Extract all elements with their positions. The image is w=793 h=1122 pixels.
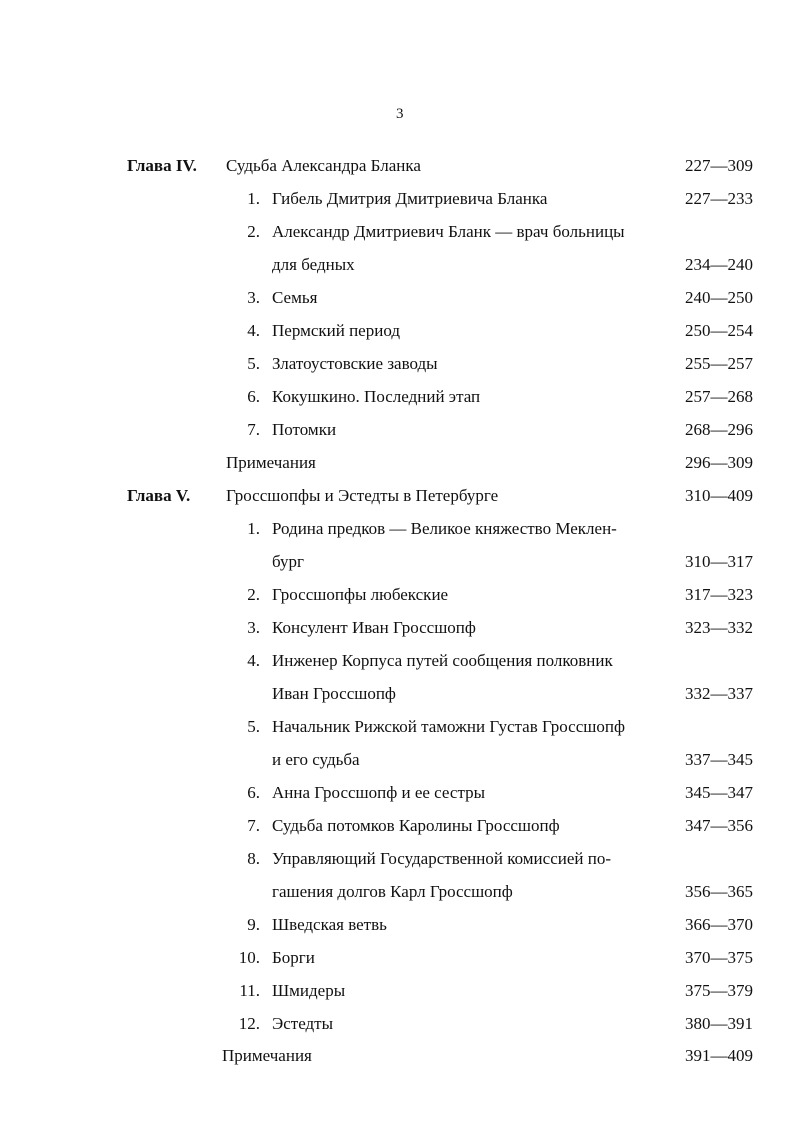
item-number: 12.: [238, 1014, 260, 1033]
toc-item: [0, 417, 793, 443]
page-number: 3: [396, 106, 404, 122]
page-range: 380—391: [685, 1014, 753, 1033]
item-title: Родина предков — Великое княжество Меклен-: [272, 519, 617, 538]
page-range: 337—345: [685, 750, 753, 769]
item-number: 7.: [247, 420, 260, 439]
page-range: 310—317: [685, 552, 753, 571]
notes-title: Примечания: [222, 1046, 312, 1065]
toc-chapter-row: [0, 483, 793, 509]
item-number: 1.: [247, 519, 260, 538]
toc-item: [0, 384, 793, 410]
page-range: 366—370: [685, 915, 753, 934]
item-title-cont: для бедных: [272, 255, 355, 274]
toc-item: [0, 780, 793, 806]
toc-item-continuation: [0, 747, 793, 773]
item-number: 5.: [247, 354, 260, 373]
item-title-cont: гашения долгов Карл Гроссшопф: [272, 882, 513, 901]
toc-item-continuation: [0, 681, 793, 707]
page-range: 250—254: [685, 321, 753, 340]
item-number: 4.: [247, 651, 260, 670]
toc-notes: [0, 1043, 793, 1069]
page-range: 227—233: [685, 189, 753, 208]
toc-item-continuation: [0, 252, 793, 278]
toc-item: [0, 318, 793, 344]
toc-item: [0, 648, 793, 674]
item-title: Шмидеры: [272, 981, 346, 1000]
item-number: 11.: [239, 981, 260, 1000]
item-number: 2.: [247, 222, 260, 241]
chapter-title: Гроссшопфы и Эстедты в Петербурге: [226, 486, 499, 505]
item-title: Эстедты: [272, 1014, 334, 1033]
item-title: Шведская ветвь: [272, 915, 387, 934]
item-number: 3.: [247, 288, 260, 307]
item-title-cont: и его судьба: [272, 750, 360, 769]
page-range: 296—309: [685, 453, 753, 472]
item-title: Консулент Иван Гроссшопф: [272, 618, 476, 637]
page-range: 332—337: [685, 684, 753, 703]
page-range: 268—296: [685, 420, 753, 439]
toc-item: [0, 714, 793, 740]
page-range: 255—257: [685, 354, 753, 373]
item-number: 4.: [247, 321, 260, 340]
toc-item: [0, 615, 793, 641]
chapter-label: Глава IV.: [127, 156, 197, 175]
item-number: 8.: [247, 849, 260, 868]
item-number: 6.: [247, 387, 260, 406]
page-range: 227—309: [685, 156, 753, 175]
page-range: 345—347: [685, 783, 753, 802]
toc-item: [0, 516, 793, 542]
toc-item: [0, 219, 793, 245]
item-number: 7.: [247, 816, 260, 835]
item-number: 6.: [247, 783, 260, 802]
item-number: 9.: [247, 915, 260, 934]
toc-item: [0, 186, 793, 212]
page-range: 234—240: [685, 255, 753, 274]
page-range: 323—332: [685, 618, 753, 637]
notes-title: Примечания: [226, 453, 316, 472]
item-title: Златоустовские заводы: [272, 354, 438, 373]
page-range: 240—250: [685, 288, 753, 307]
item-title: Судьба потомков Каролины Гроссшопф: [272, 816, 560, 835]
page-range: 391—409: [685, 1046, 753, 1065]
toc-item: [0, 912, 793, 938]
toc-item: [0, 945, 793, 971]
item-title: Семья: [272, 288, 318, 307]
toc-item: [0, 285, 793, 311]
item-number: 1.: [247, 189, 260, 208]
item-title: Управляющий Государственной комиссией по-: [272, 849, 611, 868]
item-title-cont: Иван Гроссшопф: [272, 684, 396, 703]
page-range: 317—323: [685, 585, 753, 604]
item-title: Борги: [272, 948, 315, 967]
toc-notes: [0, 450, 793, 476]
item-title: Гроссшопфы любекские: [272, 585, 449, 604]
toc-item: [0, 582, 793, 608]
item-title: Инженер Корпуса путей сообщения полковник: [272, 651, 613, 670]
page-range: 347—356: [685, 816, 753, 835]
toc-item: [0, 351, 793, 377]
item-number: 2.: [247, 585, 260, 604]
item-title: Анна Гроссшопф и ее сестры: [272, 783, 486, 802]
item-number: 10.: [238, 948, 260, 967]
item-title: Начальник Рижской таможни Густав Гроссшопф: [272, 717, 625, 736]
page-range: 356—365: [685, 882, 753, 901]
page-range: 310—409: [685, 486, 753, 505]
item-title: Пермский период: [272, 321, 400, 340]
item-title: Потомки: [272, 420, 337, 439]
toc-item: [0, 813, 793, 839]
item-number: 3.: [247, 618, 260, 637]
item-title-cont: бург: [272, 552, 304, 571]
item-title: Гибель Дмитрия Дмитриевича Бланка: [272, 189, 548, 208]
toc-item-continuation: [0, 879, 793, 905]
toc-item-continuation: [0, 549, 793, 575]
item-title: Кокушкино. Последний этап: [272, 387, 481, 406]
toc-item: [0, 1011, 793, 1037]
toc-item: [0, 978, 793, 1004]
item-number: 5.: [247, 717, 260, 736]
toc-chapter-row: [0, 153, 793, 179]
toc-item: [0, 846, 793, 872]
page-range: 257—268: [685, 387, 753, 406]
item-title: Александр Дмитриевич Бланк — врач больницы: [272, 222, 625, 241]
chapter-title: Судьба Александра Бланка: [226, 156, 421, 175]
page-range: 375—379: [685, 981, 753, 1000]
page-range: 370—375: [685, 948, 753, 967]
chapter-label: Глава V.: [127, 486, 191, 505]
